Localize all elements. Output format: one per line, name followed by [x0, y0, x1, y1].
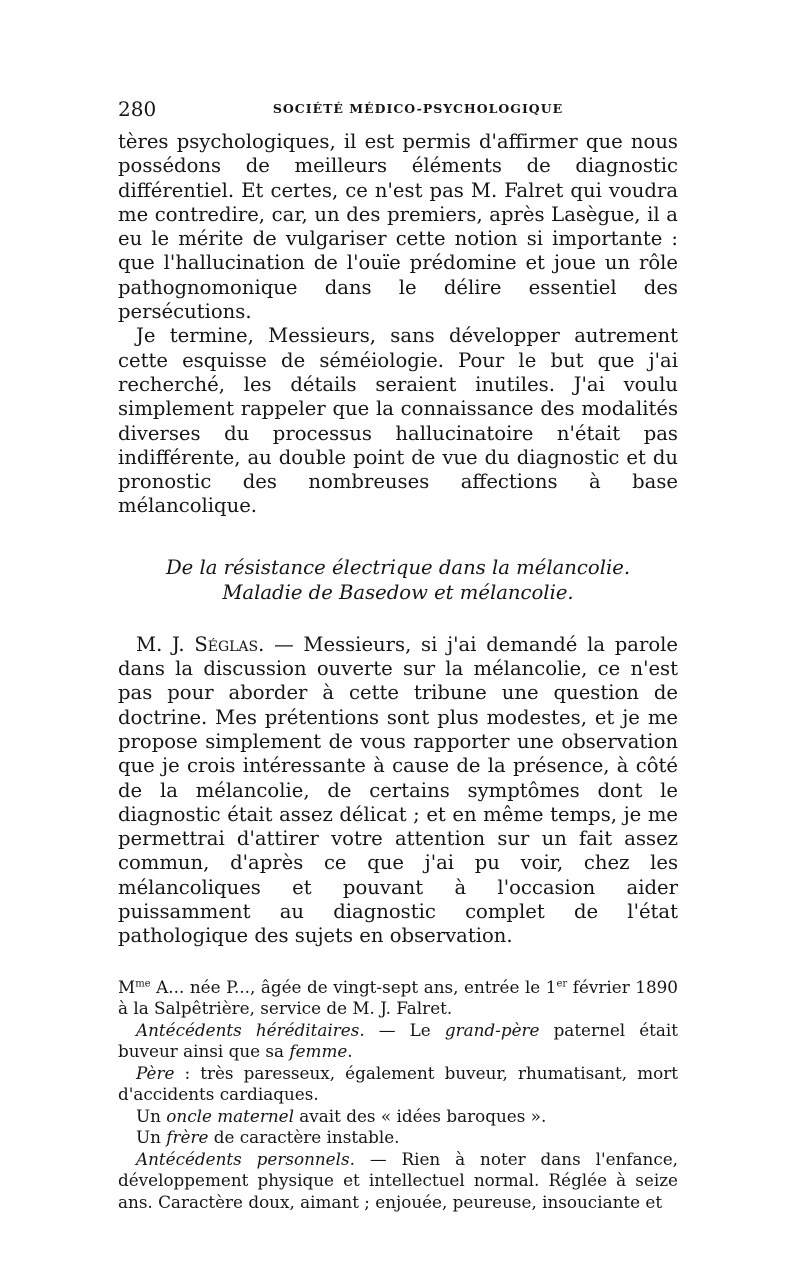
section-title — [118, 555, 678, 605]
case-report — [118, 977, 678, 1214]
case-heredity: Antécédents héréditaires. — Le grand-père paternel était buveur ainsi que sa femme. — [118, 1019, 679, 1062]
section-title-line-1: De la résistance électrique dans la mélancolie. — [165, 555, 631, 579]
running-head: SOCIÉTÉ MÉDICO-PSYCHOLOGIQUE — [272, 101, 564, 116]
speaker-name: Séglas — [194, 632, 259, 656]
paragraph-conclusion: Je termine, Messieurs, sans développer autrement cette esquisse de séméiologie. Pour le but que j'ai recherché, les détails seraient inutiles. J'ai voulu simplement rappeler que la connaissance des modalités diverses du processus hallucinatoire n'était pas indifférente, au double point de vue du diagnostic et du pronostic des nombreuses affections à base mélancolique. — [118, 324, 678, 518]
book-page — [118, 96, 678, 1213]
speech-text — [118, 633, 678, 949]
page-header — [118, 96, 678, 126]
page-number: 280 — [118, 97, 157, 121]
case-father: Père : très paresseux, également buveur, rhumatisant, mort d'accidents cardiaques. — [118, 1062, 678, 1105]
main-text — [118, 130, 678, 519]
section-title-line-2: Maladie de Basedow et mélancolie. — [222, 580, 574, 604]
case-brother: Un frère de caractère instable. — [136, 1127, 400, 1148]
case-intro: $M^{me}$ A... née P..., âgée de vingt-sept ans, entrée le 1er février 1890 à la Salpêtrière, service de M. J. Falret. — [118, 976, 678, 1019]
speech-paragraph — [118, 633, 678, 949]
case-personal: Antécédents personnels. — Rien à noter dans l'enfance, développement physique et intellectuel normal. Réglée à seize ans. Caractère doux, aimant ; enjouée, peureuse, insouciante et — [118, 1148, 678, 1212]
paragraph-continuation: tères psychologiques, il est permis d'affirmer que nous possédons de meilleurs éléments de diagnostic différentiel. Et certes, ce n'est pas M. Falret qui voudra me contredire, car, un des premiers, après Lasègue, il a eu le mérite de vulgariser cette notion si importante : que l'hallucination de l'ouïe prédomine et joue un rôle pathognomonique dans le délire essentiel des persécutions. — [118, 130, 678, 324]
case-uncle: Un oncle maternel avait des « idées baroques ». — [136, 1105, 547, 1126]
speech-body: . — Messieurs, si j'ai demandé la parole dans la discussion ouverte sur la mélancolie, ce n'est pas pour aborder à cette tribune une question de doctrine. Mes prétentions sont plus modestes, et je me propose simplement de vous rapporter une observation que je crois intéressante à cause de la présence, à côté de la mélancolie, de certains symptômes dont le diagnostic était assez délicat ; et en même temps, je me permettrai d'attirer votre attention sur un fait assez commun, d'après ce que j'ai pu voir, chez les mélancoliques et pouvant à l'occasion aider puissamment au diagnostic complet de l'état pathologique des sujets en observation. — [118, 632, 679, 948]
speaker-prefix: M. J. — [136, 632, 195, 656]
